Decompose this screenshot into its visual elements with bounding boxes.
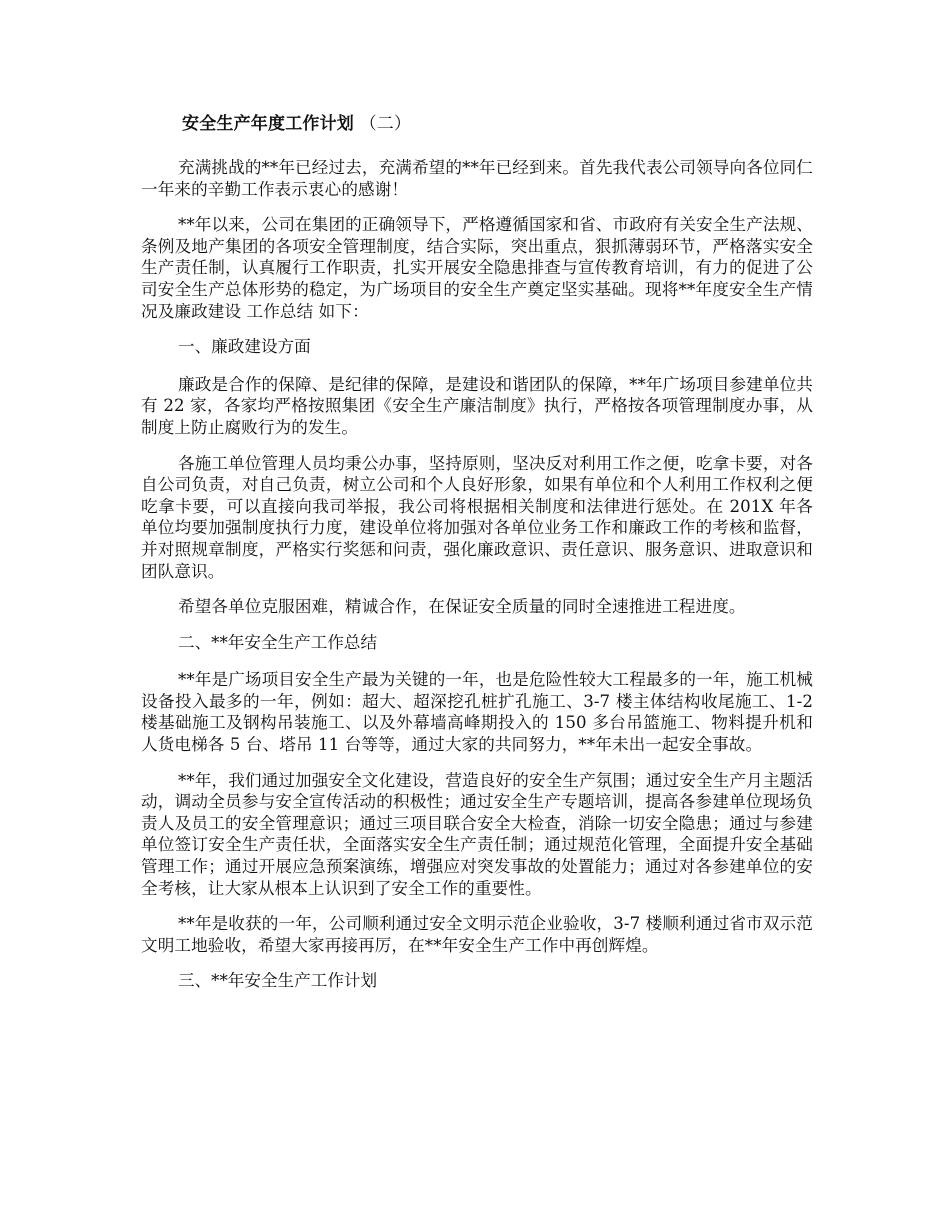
paragraph-summary-1: **年是广场项目安全生产最为关键的一年，也是危险性较大工程最多的一年，施工机械设备投入最多的一年，例如：超大、超深挖孔桩扩孔施工、3-7 楼主体结构收尾施工、1-2 楼基础施工及钢构吊装施工、以及外幕墙高峰期投入的 150 多台吊篮施工、物料提升机和人货电梯各 5 台、塔吊 11 台等等，通过大家的共同努力，**年未出一起安全事故。 xyxy=(141,670,813,755)
title-sub: （二） xyxy=(359,114,412,134)
title-main: 安全生产年度工作计划 xyxy=(182,114,354,134)
paragraph-summary-3: **年是收获的一年，公司顺利通过安全文明示范企业验收，3-7 楼顺利通过省市双示范文明工地验收，希望大家再接再厉，在**年安全生产工作中再创辉煌。 xyxy=(141,914,813,955)
paragraph-summary-2: **年，我们通过加强安全文化建设，营造良好的安全生产氛围；通过安全生产月主题活动，调动全员参与安全宣传活动的积极性；通过安全生产专题培训，提高各参建单位现场负责人及员工的安全管理意识；通过三项目联合安全大检查，消除一切安全隐患；通过与参建单位签订安全生产责任状，全面落实安全生产责任制；通过规范化管理，全面提升安全基础管理工作；通过开展应急预案演练，增强应对突发事故的处置能力；通过对各参建单位的安全考核，让大家从根本上认识到了安全工作的重要性。 xyxy=(141,770,813,898)
paragraph-integrity-1: 廉政是合作的保障、是纪律的保障，是建设和谐团队的保障，**年广场项目参建单位共有 22 家，各家均严格按照集团《安全生产廉洁制度》执行，严格按各项管理制度办事，从制度上防止腐败行为的发生。 xyxy=(141,374,813,437)
document-page xyxy=(141,112,813,1008)
paragraph-integrity-3: 希望各单位克服困难，精诚合作，在保证安全质量的同时全速推进工程进度。 xyxy=(178,597,746,617)
section-heading-1: 一、廉政建设方面 xyxy=(178,337,311,357)
paragraph-overview: **年以来，公司在集团的正确领导下，严格遵循国家和省、市政府有关安全生产法规、条例及地产集团的各项安全管理制度，结合实际，突出重点，狠抓薄弱环节，严格落实安全生产责任制，认真履行工作职责，扎实开展安全隐患排查与宣传教育培训，有力的促进了公司安全生产总体形势的稳定，为广场项目的安全生产奠定坚实基础。现将**年度安全生产情况及廉政建设 工作总结 如下： xyxy=(141,215,813,321)
paragraph-integrity-2: 各施工单位管理人员均秉公办事，坚持原则，坚决反对利用工作之便，吃拿卡要，对各自公司负责，对自己负责，树立公司和个人良好形象，如果有单位和个人利用工作权利之便吃拿卡要，可以直接向我司举报，我公司将根据相关制度和法律进行惩处。在 201X 年各单位均要加强制度执行力度，建设单位将加强对各单位业务工作和廉政工作的考核和监督，并对照规章制度，严格实行奖惩和问责，强化廉政意识、责任意识、服务意识、进取意识和团队意识。 xyxy=(141,453,813,581)
paragraph-intro: 充满挑战的**年已经过去，充满希望的**年已经到来。首先我代表公司领导向各位同仁一年来的辛勤工作表示衷心的感谢！ xyxy=(141,158,813,199)
section-heading-3: 三、**年安全生产工作计划 xyxy=(178,971,378,991)
document-title xyxy=(141,112,813,136)
section-heading-2: 二、**年安全生产工作总结 xyxy=(178,632,378,652)
